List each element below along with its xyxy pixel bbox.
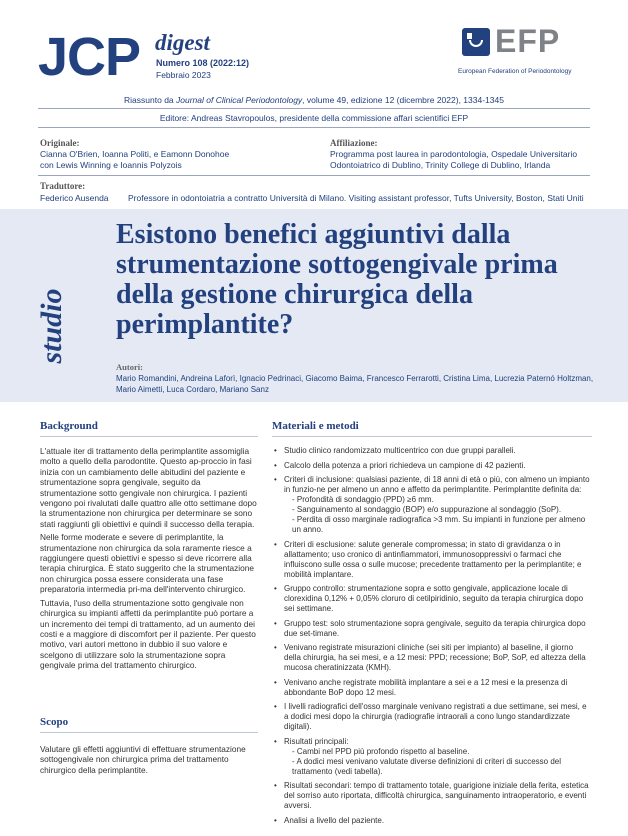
divider: [272, 436, 592, 437]
efp-full-name: European Federation of Periodontology: [458, 68, 572, 75]
list-item: • Calcolo della potenza a priori richiedeva un campione di 42 pazienti.: [272, 461, 592, 471]
jcp-logo: JCP: [38, 27, 141, 87]
list-item: • Criteri di inclusione: qualsiasi paziente, di 18 anni di età o più, con almeno un impianto in funzio-ne per almeno un anno e affetto da perimplantite. Perimplantite definita da: - Profondità di sondaggio (PPD) ≥6 mm. - Sanguinamento al sondaggio (BOP) e/o suppurazione al sondaggio (SoP). - Perdita di osso marginale radiografica >3 mm. Su impianti in funzione per almeno un anno.: [272, 475, 592, 535]
divider: [40, 732, 258, 733]
affiliation-text: Programma post laurea in parodontologia, Ospedale Universitario Odontoiatrico di Dublino, Trinity College di Dublino, Irlanda: [330, 149, 578, 170]
editor-line: Editore: Andreas Stavropoulos, presidente della commissione affari scientifici EFP: [159, 113, 469, 123]
list-item: • Analisi a livello del paziente.: [272, 816, 592, 826]
journal-name: Journal of Clinical Periodontology: [176, 95, 303, 105]
original-authors: Cianna O'Brien, Ioanna Politi, e Eamonn Donohoe con Lewis Winning e Ioannis Polyzois: [40, 149, 230, 170]
issue-number: Numero 108 (2022:12): [156, 58, 250, 68]
study-side-label: studio: [35, 288, 68, 364]
list-item: • I livelli radiografici dell'osso marginale venivano registrati a due settimane, sei mesi, e a dodici mesi dopo la chirurgia (radiografie intraorali a cono lungo standardizzate digitali).: [272, 702, 592, 732]
methods-heading: Materiali e metodi: [272, 420, 359, 432]
affiliation-label: Affiliazione:: [330, 138, 378, 148]
translator-role: Professore in odontoiatria a contratto Università di Milano. Visiting assistant professor, Tufts University, Boston, Stati Uniti: [128, 193, 584, 203]
divider: [38, 108, 590, 109]
translator-label: Traduttore:: [40, 181, 86, 191]
scope-text: Valutare gli effetti aggiuntivi di effettuare strumentazione sottogengivale non chirurgica prima del trattamento chirurgico della perimplantite.: [40, 744, 246, 775]
source-summary: Riassunto da Journal of Clinical Periodontology, volume 49, edizione 12 (dicembre 2022), 1334-1345: [124, 95, 504, 105]
divider: [38, 175, 590, 176]
authors-label: Autori:: [116, 362, 143, 372]
translator-name: Federico Ausenda: [40, 193, 109, 203]
page-title: Esistono benefici aggiuntivi dalla strumentazione sottogengivale prima della gestione chirurgica della perimplantite?: [116, 219, 558, 340]
divider: [40, 436, 258, 437]
list-item: • Studio clinico randomizzato multicentrico con due gruppi paralleli.: [272, 446, 592, 456]
methods-list: [272, 446, 592, 830]
list-item: • Venivano registrate misurazioni cliniche (sei siti per impianto) al baseline, il giorno della chirurgia, ha sei mesi, e a 12 mesi: PPD; recessione; BoP, SoP, ed altezza della mucosa cheratinizzata (KMH).: [272, 643, 592, 673]
digest-label: digest: [155, 30, 210, 55]
divider: [38, 127, 590, 128]
list-item: • Risultati secondari: tempo di trattamento totale, guarigione iniziale della ferita, estetica del sorriso auto riportata, difficoltà chirurgica, sanguinamento intraoperatorio, e eventi avversi.: [272, 781, 592, 811]
background-text: L'attuale iter di trattamento della perimplantite assomiglia molto a quello della parodontite. Questo ap-proccio in fasi inizia con un cambiamento delle abitudini del paziente e strumentazione sopra gengivale, seguito da strumentazione sotto gengivale non chirurgica. I pazienti vengono poi rivalutati dalle quattro alle otto settimane dopo la strumentazione non chirurgica per determinare se sono stati raggiunti gli obiettivi e quindi il successo della terapia. Nelle forme moderate e severe di perimplantite, la strumentazione non chirurgica da sola raramente riesce a raggiungere questi obiettivi e spesso si deve ricorrere alla terapia chirurgica. È stato suggerito che la strumentazione non chirurgica possa essere considerata una fase preparatoria intermedia pri-ma dell'intervento chirurgico. Tuttavia, l'uso della strumentazione sotto gengivale non chirurgica su impianti affetti da perimplantite può portare a un incremento dei tempi di trattamento, ad un aumento dei costi e a maggiore di discomfort per il paziente. Per questo motivo, vari autori mettono in dubbio il suo valore e scelgono di utilizzare solo la strumentazione sopra gengivale prima del trattamento chirurgico.: [40, 446, 257, 671]
efp-logo-text: EFP: [495, 23, 561, 59]
original-label: Originale:: [40, 138, 80, 148]
scope-heading: Scopo: [40, 716, 69, 728]
list-item: • Criteri di esclusione: salute generale compromessa; in stato di gravidanza o in allattamento; uso cronico di antinfiammatori, immunosoppressivi o farmaci che influiscono sulle ossa o sulle mucose; precedente trattamento per la perimplantite; e mobilità implantare.: [272, 540, 592, 580]
list-item: • Venivano anche registrate mobilità implantare a sei e a 12 mesi e la presenza di abbondante BoP dopo 12 mesi.: [272, 678, 592, 698]
efp-logo-icon: [462, 28, 490, 56]
background-heading: Background: [40, 420, 98, 432]
list-item: • Gruppo controllo: strumentazione sopra e sotto gengivale, applicazione locale di clorexidina 0,12% + 0,05% cloruro di cetilpiridinio, seguito da terapia chirurgica dopo sei settimane.: [272, 584, 592, 614]
list-item: • Gruppo test: solo strumentazione sopra gengivale, seguito da terapia chirurgica dopo due set-timane.: [272, 619, 592, 639]
list-item: • Risultati principali: - Cambi nel PPD più profondo rispetto al baseline. - A dodici mesi venivano valutate diverse definizioni di criteri di successo del trattamento (vedi tabella).: [272, 737, 592, 777]
authors-list: Mario Romandini, Andreina Laforì, Ignacio Pedrinaci, Giacomo Baima, Francesco Ferrarotti, Cristina Lima, Lucrezia Paternó Holtzman, Mario Aimetti, Luca Cordaro, Mariano Sanz: [116, 374, 594, 394]
issue-date: Febbraio 2023: [156, 70, 211, 80]
